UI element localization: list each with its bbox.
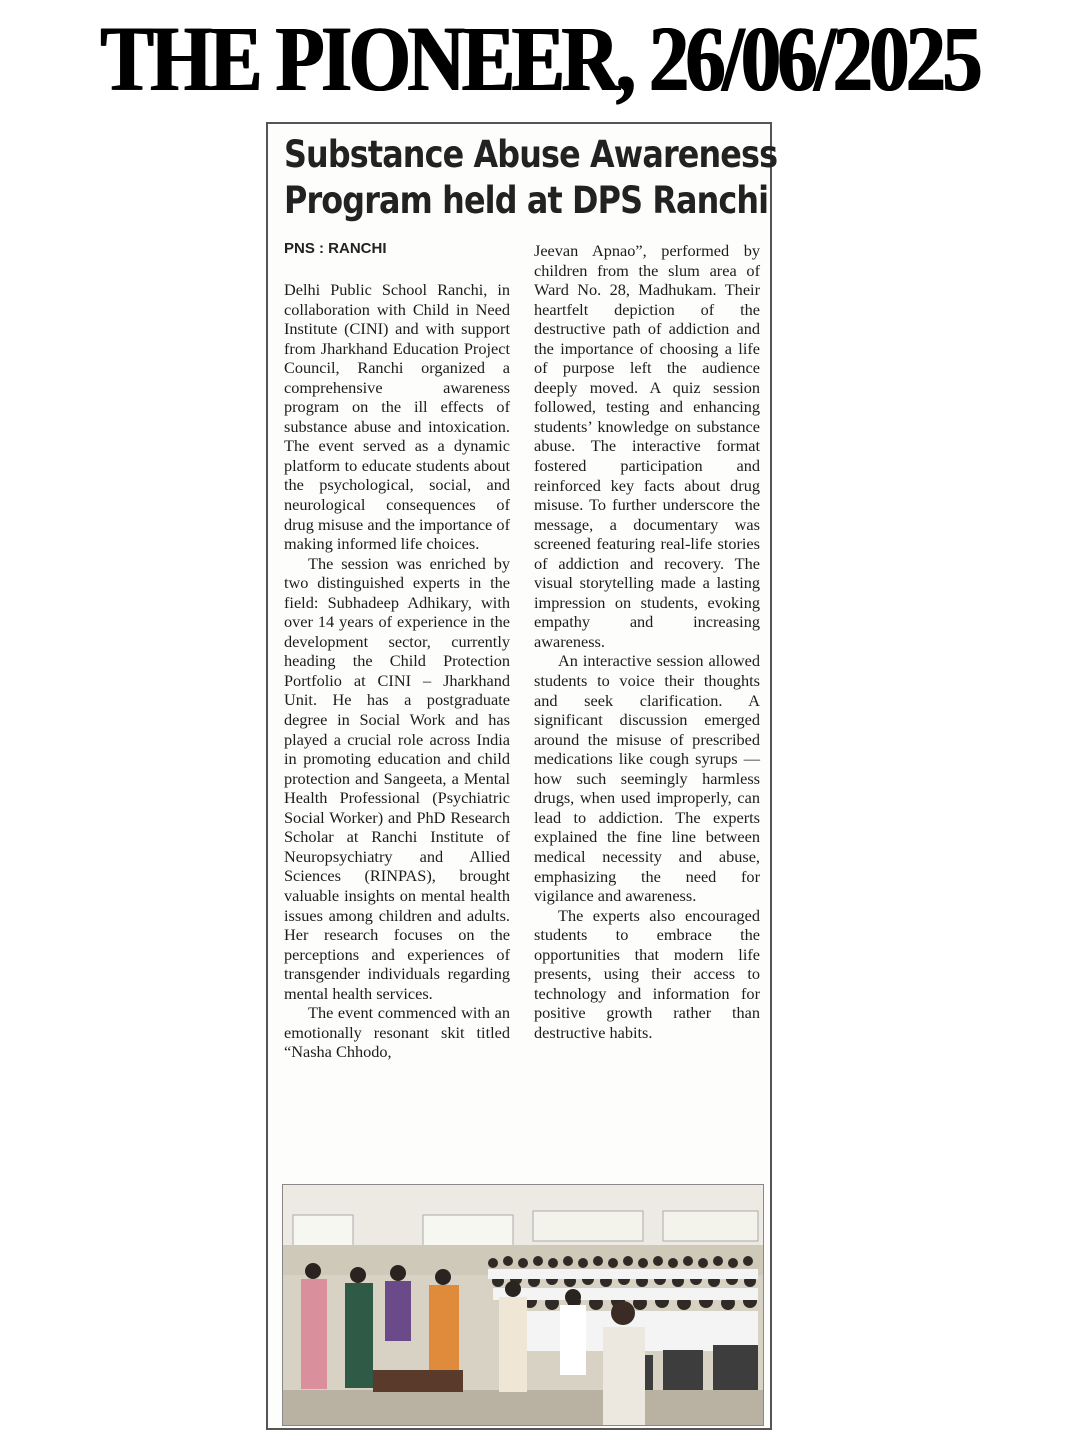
newspaper-clipping <box>266 122 778 1430</box>
masthead <box>0 0 1080 118</box>
event-photo <box>282 1184 764 1426</box>
event-photo-illustration <box>283 1185 763 1425</box>
masthead-title: THE PIONEER, 26/06/2025 <box>100 7 980 111</box>
paragraph: An interactive session allowed students to voice their thoughts and seek clarification. A significant discussion emerged around the misuse of prescribed medications like cough syrups — how such seemingly harmless drugs, when used improperly, can lead to addiction. The experts explained the fine line between medical necessity and abuse, emphasizing the need for vigilance and awareness. <box>534 651 760 906</box>
paragraph: The event commenced with an emotionally resonant skit titled “Nasha Chhodo, <box>284 1003 510 1062</box>
paragraph: The experts also encouraged students to embrace the opportunities that modern life presents, using their access to technology and information for positive growth rather than destructive habits. <box>534 905 760 1042</box>
article-headline <box>284 132 778 224</box>
paragraph: Delhi Public School Ranchi, in collaboration with Child in Need Institute (CINI) and with support from Jharkhand Education Project Council, Ranchi organized a comprehensive awareness program on the ill effects of substance abuse and intoxication. The event served as a dynamic platform to educate students about the psychological, social, and neurological consequences of drug misuse and the importance of making informed life choices. <box>284 280 510 554</box>
headline-line-1: Substance Abuse Awareness <box>284 133 778 176</box>
headline-line-2: Program held at DPS Ranchi <box>284 179 769 222</box>
article-column-1 <box>284 280 510 1062</box>
paragraph: The session was enriched by two distinguished experts in the field: Subhadeep Adhikary, with over 14 years of experience in the development sector, currently heading the Child Protection Portfolio at CINI – Jharkhand Unit. He has a postgraduate degree in Social Work and has played a crucial role across India in promoting education and child protection and Sangeeta, a Mental Health Professional (Psychiatric Social Worker) and PhD Research Scholar at Ranchi Institute of Neuropsychiatry and Allied Sciences (RINPAS), brought valuable insights on mental health issues among children and adults. Her research focuses on the perceptions and experiences of transgender individuals regarding mental health services. <box>284 553 510 1003</box>
paragraph: Jeevan Apnao”, performed by children from the slum area of Ward No. 28, Madhukam. Their heartfelt depiction of the destructive path of addiction and the importance of choosing a life of purpose left the audience deeply moved. A quiz session followed, testing and enhancing students’ knowledge on substance abuse. The interactive format fostered participation and reinforced key facts about drug misuse. To further underscore the message, a documentary was screened featuring real-life stories of addiction and recovery. The visual storytelling made a lasting impression on students, evoking empathy and increasing awareness. <box>534 241 760 651</box>
dateline: PNS : RANCHI <box>284 240 387 257</box>
article-column-2 <box>534 241 760 1042</box>
